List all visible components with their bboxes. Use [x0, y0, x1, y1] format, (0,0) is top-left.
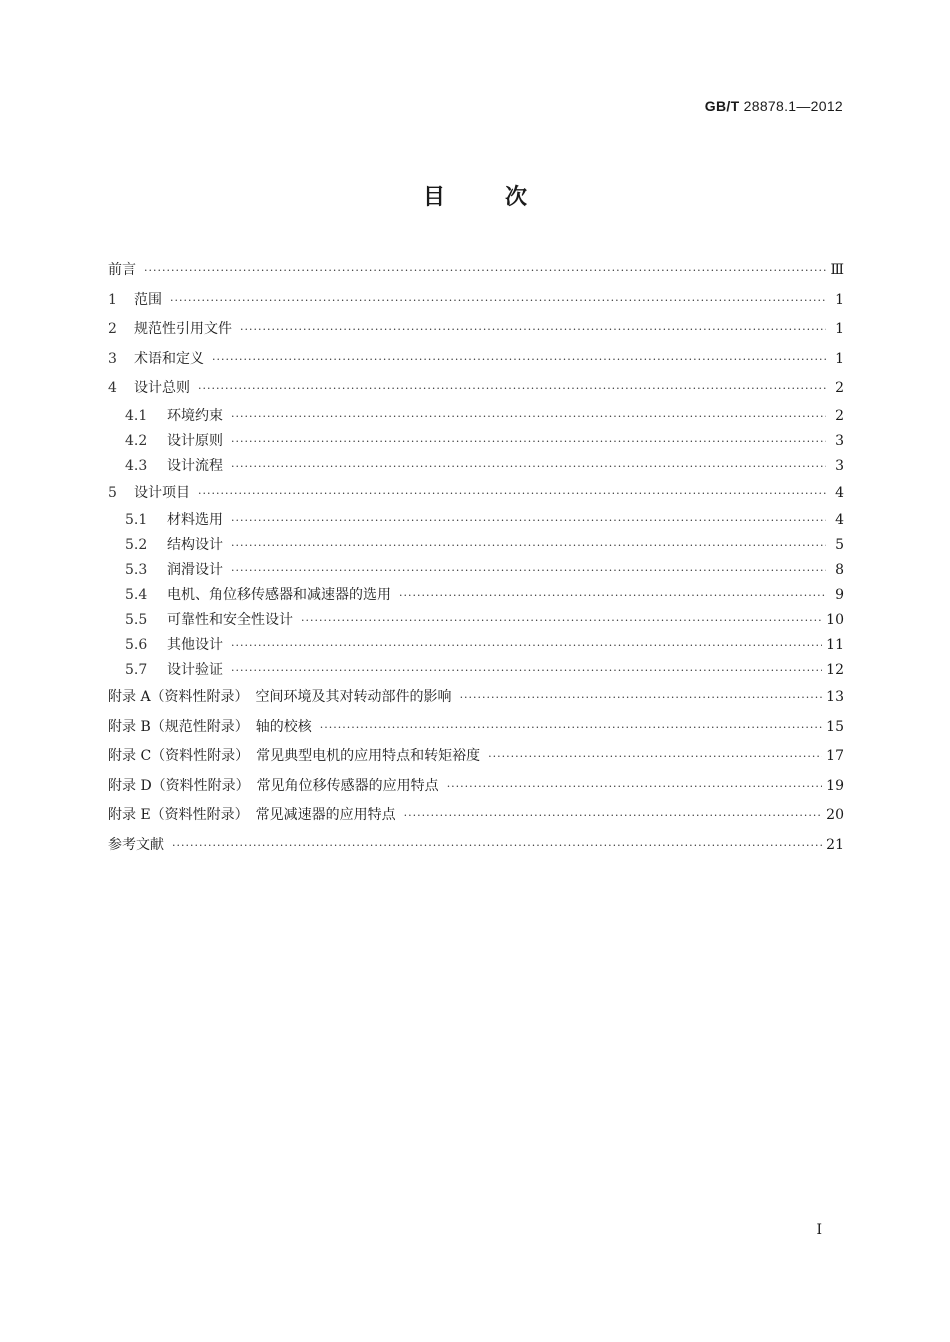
- dot-leader: [399, 583, 826, 608]
- standard-prefix: GB/T: [704, 98, 740, 114]
- toc-entry-label: 前言: [108, 262, 136, 278]
- dot-leader: [231, 454, 826, 479]
- toc-entry[interactable]: [108, 404, 844, 429]
- toc-entry-number: 3: [108, 350, 117, 367]
- toc-entry-page: 4: [835, 484, 844, 501]
- dot-leader: [212, 345, 826, 375]
- dot-leader: [404, 801, 823, 831]
- toc-entry-page: 21: [826, 836, 844, 853]
- toc-entry-label: 参考文献: [108, 836, 164, 853]
- toc-entry-page: 8: [835, 562, 844, 578]
- toc-entry-label: 规范性引用文件: [134, 321, 232, 337]
- dot-leader: [488, 742, 822, 772]
- toc-entry[interactable]: [108, 608, 844, 633]
- toc-entry-page: 12: [826, 662, 844, 678]
- toc-entry-page: 17: [826, 748, 844, 764]
- toc-entry[interactable]: [108, 286, 844, 316]
- toc-entry[interactable]: [108, 315, 844, 345]
- toc-entry-label: 设计验证: [167, 662, 223, 678]
- toc-entry[interactable]: [108, 713, 844, 743]
- toc-entry[interactable]: [108, 683, 844, 713]
- toc-entry-label: 附录 C（资料性附录） 常见典型电机的应用特点和转矩裕度: [108, 748, 481, 764]
- toc-entry-page: 1: [835, 350, 844, 367]
- toc-entry-page: 5: [835, 537, 844, 553]
- toc-entry-label: 其他设计: [167, 637, 223, 653]
- toc-entry-label: 附录 D（资料性附录） 常见角位移传感器的应用特点: [108, 777, 439, 794]
- toc-entry-number: 5.3: [125, 562, 148, 578]
- toc-entry-number: 5.6: [125, 637, 148, 653]
- toc-entry-label: 材料选用: [167, 512, 223, 528]
- toc-entry[interactable]: [108, 454, 844, 479]
- dot-leader: [240, 315, 826, 345]
- toc-entry-number: 4: [108, 380, 117, 396]
- standard-code: [705, 98, 843, 114]
- toc-entry-page: 2: [835, 380, 844, 396]
- toc-entry-number: 2: [108, 321, 117, 337]
- toc-entry-number: 5.7: [125, 662, 148, 678]
- toc-entry-label: 设计总则: [134, 380, 190, 396]
- toc-entry[interactable]: [108, 772, 844, 802]
- toc-entry-page: 15: [826, 718, 844, 735]
- toc-entry-label: 附录 A（资料性附录） 空间环境及其对转动部件的影响: [108, 689, 452, 705]
- dot-leader: [231, 508, 826, 533]
- toc-entry[interactable]: [108, 633, 844, 658]
- table-of-contents: [108, 256, 844, 860]
- toc-entry[interactable]: [108, 742, 844, 772]
- toc-entry[interactable]: [108, 256, 844, 286]
- page-title: [0, 180, 950, 211]
- toc-entry-page: 20: [826, 807, 844, 823]
- toc-entry-page: 19: [826, 777, 844, 794]
- dot-leader: [144, 256, 826, 286]
- dot-leader: [198, 479, 826, 509]
- dot-leader: [320, 713, 822, 743]
- toc-entry-number: 4.2: [125, 432, 148, 449]
- toc-entry-label: 电机、角位移传感器和减速器的选用: [167, 587, 391, 603]
- toc-entry-number: 5.1: [125, 512, 148, 528]
- toc-entry-number: 5.5: [125, 612, 148, 628]
- toc-entry-page: 4: [835, 512, 844, 528]
- dot-leader: [198, 374, 826, 404]
- toc-entry-page: 1: [835, 321, 844, 337]
- toc-entry-page: 9: [835, 587, 844, 603]
- toc-entry-label: 结构设计: [167, 537, 223, 553]
- toc-entry[interactable]: [108, 345, 844, 375]
- dot-leader: [460, 683, 823, 713]
- toc-entry-label: 设计项目: [134, 484, 190, 501]
- toc-entry-label: 环境约束: [167, 407, 223, 424]
- toc-entry[interactable]: [108, 533, 844, 558]
- toc-entry-page: 13: [826, 689, 844, 705]
- standard-number: 28878.1—2012: [743, 98, 843, 114]
- toc-entry-page: 3: [835, 457, 844, 474]
- toc-entry-page: 3: [835, 432, 844, 449]
- toc-entry-page: 2: [835, 407, 844, 424]
- toc-entry-label: 术语和定义: [134, 350, 204, 367]
- dot-leader: [231, 429, 826, 454]
- toc-entry-page: 1: [835, 291, 844, 308]
- toc-entry-page: Ⅲ: [830, 262, 844, 278]
- toc-entry-number: 4.1: [125, 407, 148, 424]
- toc-entry[interactable]: [108, 479, 844, 509]
- title-char-1: 目: [422, 185, 445, 210]
- toc-entry-label: 附录 B（规范性附录） 轴的校核: [108, 718, 312, 735]
- toc-entry[interactable]: [108, 508, 844, 533]
- dot-leader: [231, 633, 822, 658]
- title-char-2: 次: [505, 185, 528, 210]
- dot-leader: [170, 286, 826, 316]
- toc-entry-number: 5: [108, 484, 117, 501]
- dot-leader: [301, 608, 822, 633]
- toc-entry-label: 设计原则: [167, 432, 223, 449]
- toc-entry-number: 4.3: [125, 457, 148, 474]
- toc-entry-number: 5.2: [125, 537, 148, 553]
- toc-entry-label: 润滑设计: [167, 562, 223, 578]
- toc-entry-number: 1: [108, 291, 117, 308]
- toc-entry-label: 范围: [134, 291, 162, 308]
- dot-leader: [231, 533, 826, 558]
- toc-entry[interactable]: [108, 429, 844, 454]
- toc-entry[interactable]: [108, 374, 844, 404]
- toc-entry-number: 5.4: [125, 587, 148, 603]
- toc-entry-label: 附录 E（资料性附录） 常见减速器的应用特点: [108, 807, 396, 823]
- toc-entry-label: 可靠性和安全性设计: [167, 612, 293, 628]
- dot-leader: [172, 831, 822, 861]
- toc-entry-label: 设计流程: [167, 457, 223, 474]
- toc-entry[interactable]: [108, 583, 844, 608]
- dot-leader: [231, 558, 826, 583]
- toc-entry[interactable]: [108, 801, 844, 831]
- dot-leader: [231, 658, 822, 683]
- page-number: I: [816, 1222, 822, 1238]
- toc-entry[interactable]: [108, 831, 844, 861]
- dot-leader: [447, 772, 822, 802]
- toc-entry[interactable]: [108, 558, 844, 583]
- toc-entry-page: 11: [826, 637, 844, 653]
- toc-entry-page: 10: [826, 612, 844, 628]
- toc-entry[interactable]: [108, 658, 844, 683]
- dot-leader: [231, 404, 826, 429]
